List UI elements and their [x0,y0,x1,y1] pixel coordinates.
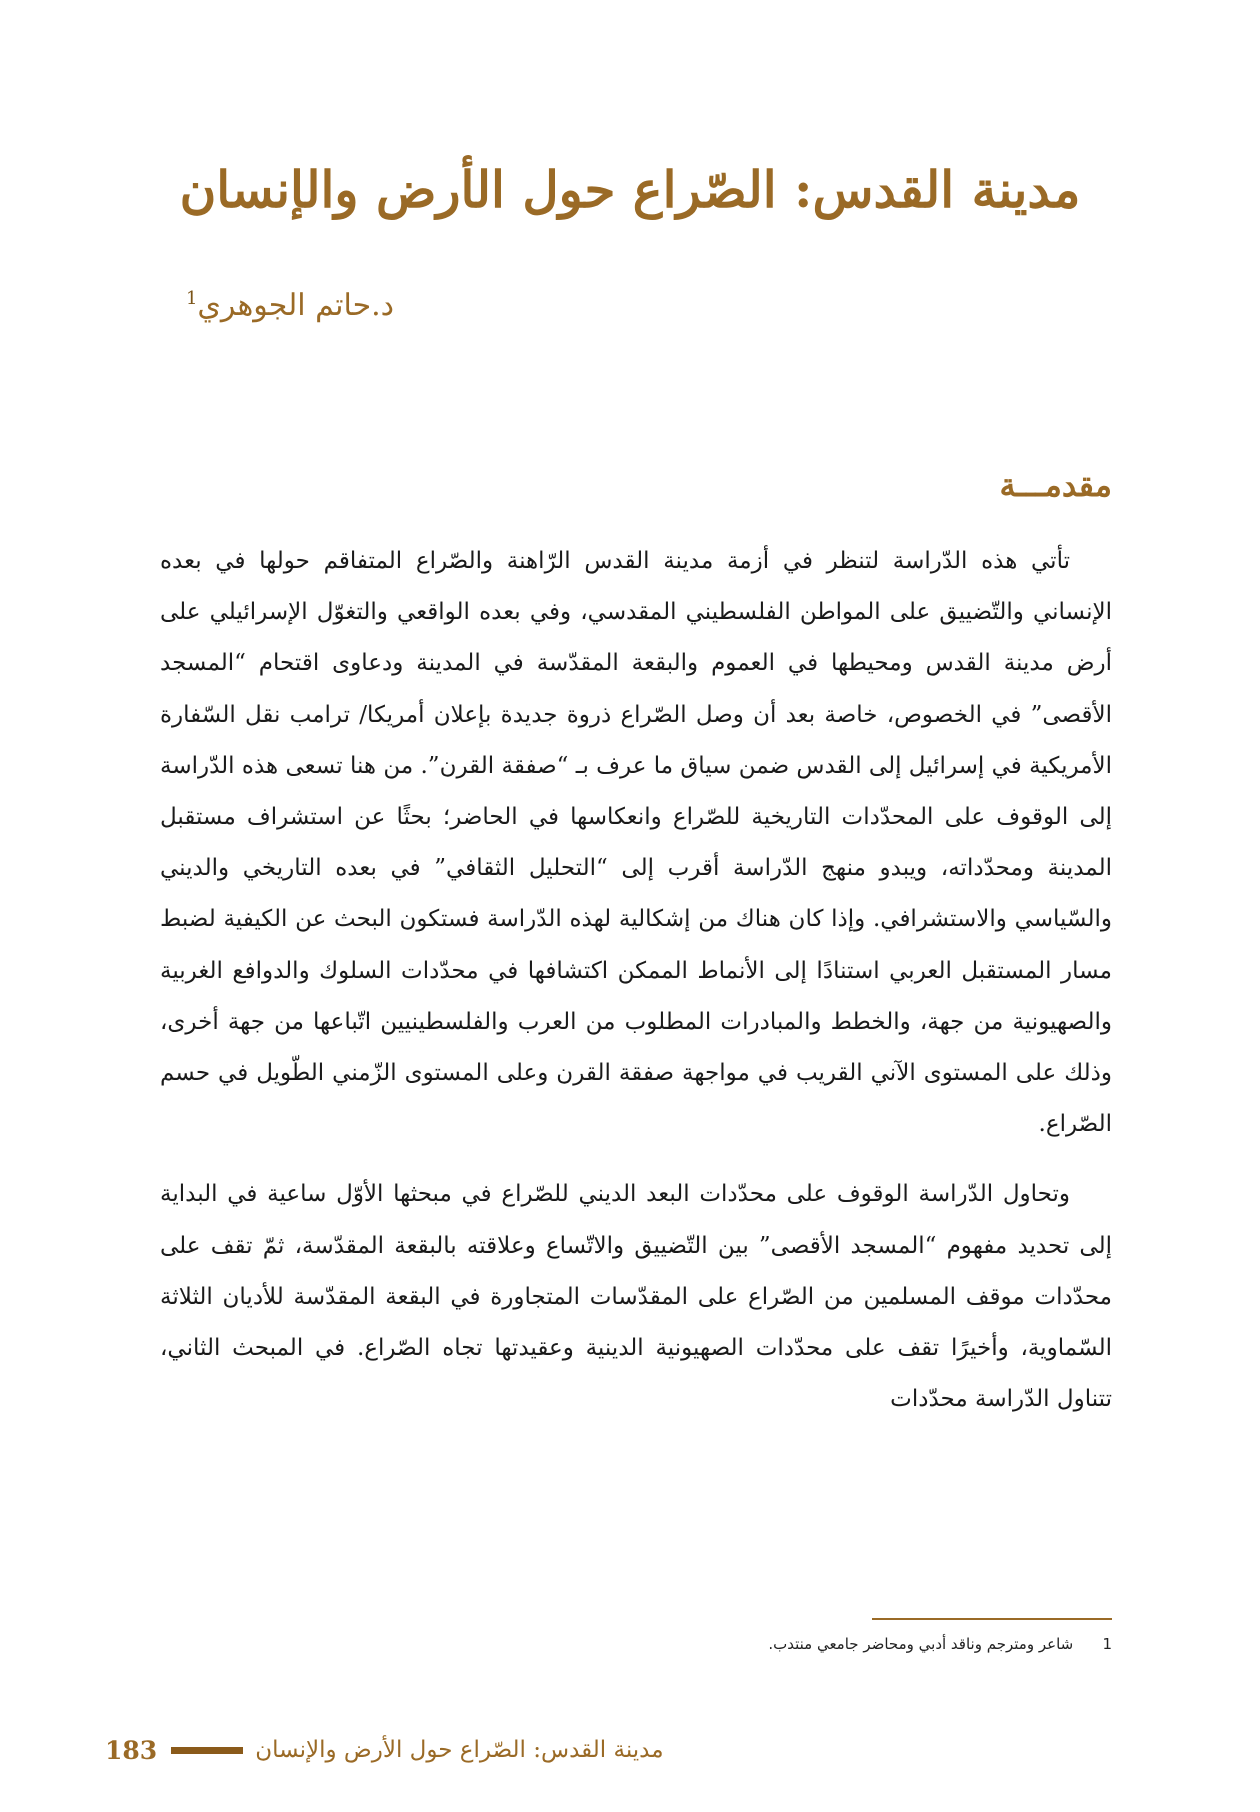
footnote-text: شاعر ومترجم وناقد أدبي ومحاضر جامعي منتدب. [768,1635,1074,1653]
paragraph-1: تأتي هذه الدّراسة لتنظر في أزمة مدينة القدس الرّاهنة والصّراع المتفاقم حولها في بعده الإنساني والتّضييق على المواطن الفلسطيني المقدسي، وفي بعده الواقعي والتغوّل الإسرائيلي على أرض مدينة القدس ومحيطها في العموم والبقعة المقدّسة في المدينة ودعاوى اقتحام “المسجد الأقصى” في الخصوص، خاصة بعد أن وصل الصّراع ذروة جديدة بإعلان أمريكا/ ترامب نقل السّفارة الأمريكية في إسرائيل إلى القدس ضمن سياق ما عرف بـ “صفقة القرن”. من هنا تسعى هذه الدّراسة إلى الوقوف على المحدّدات التاريخية للصّراع وانعكاسها في الحاضر؛ بحثًا عن استشراف مستقبل المدينة ومحدّداته، ويبدو منهج الدّراسة أقرب إلى “التحليل الثقافي” في بعده التاريخي والديني والسّياسي والاستشرافي. وإذا كان هناك من إشكالية لهذه الدّراسة فستكون البحث عن الكيفية لضبط مسار المستقبل العربي استنادًا إلى الأنماط الممكن اكتشافها في محدّدات السلوك والدوافع الغربية والصهيونية من جهة، والخطط والمبادرات المطلوب من العرب والفلسطينيين اتّباعها من جهة أخرى، وذلك على المستوى الآني القريب في مواجهة صفقة القرن وعلى المستوى الزّمني الطّويل في حسم الصّراع. [160,548,1112,1138]
footnote [160,1632,1112,1656]
page-number: 183 [105,1735,158,1765]
section-heading: مقدمـــة [999,466,1112,504]
footer-rule [171,1747,243,1754]
page-title: مدينة القدس: الصّراع حول الأرض والإنسان [179,160,1081,219]
page-footer [105,1730,740,1770]
footnote-divider [872,1618,1112,1620]
running-title: مدينة القدس: الصّراع حول الأرض والإنسان [255,1737,664,1763]
footnote-number: 1 [1102,1635,1112,1653]
author-byline [160,282,420,330]
author-name: د.حاتم الجوهري [197,288,395,323]
paragraph-2: وتحاول الدّراسة الوقوف على محدّدات البعد الديني للصّراع في مبحثها الأوّل ساعية في البداية إلى تحديد مفهوم “المسجد الأقصى” بين التّضييق والاتّساع وعلاقته بالبقعة المقدّسة، ثمّ تقف على محدّدات موقف المسلمين من الصّراع على المقدّسات المتجاورة في البقعة المقدّسة للأديان الثلاثة السّماوية، وأخيرًا تقف على محدّدات الصهيونية الدينية وعقيدتها تجاه الصّراع. في المبحث الثاني، تتناول الدّراسة محدّدات [160,1181,1112,1413]
body-text [160,536,1112,1425]
author-footnote-ref[interactable]: 1 [185,288,198,309]
